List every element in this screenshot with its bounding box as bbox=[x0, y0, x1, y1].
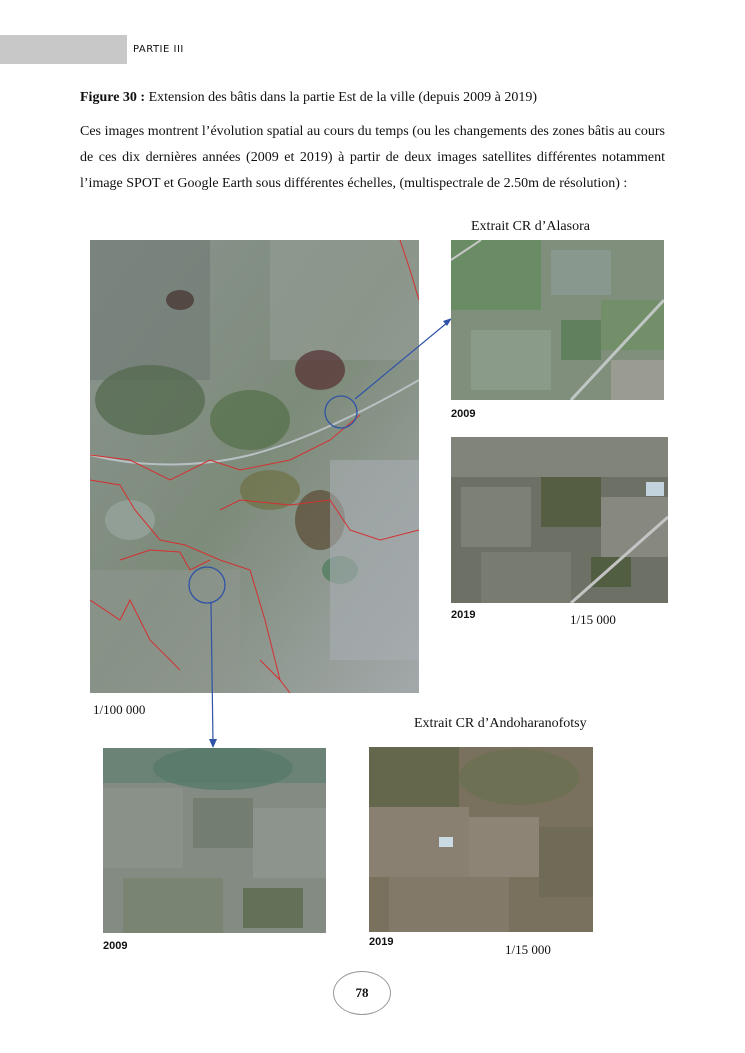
figure-number: Figure 30 : bbox=[80, 90, 146, 105]
body-paragraph: Ces images montrent l’évolution spatial au cours du temps (ou les changements des zones bâtis au cours de ces dix dernières années (2009 et 2019) à partir de deux images satellites différentes notamment l’image SPOT et Google Earth sous différentes échelles, (multispectrale de 2.50m de résolution) : bbox=[80, 124, 665, 191]
page-number: 78 bbox=[333, 971, 391, 1015]
alasora-2009-image bbox=[451, 240, 664, 400]
extract-alasora-label: Extrait CR d’Alasora bbox=[471, 219, 590, 234]
scale-label-main: 1/100 000 bbox=[93, 702, 146, 717]
year-label: 2009 bbox=[103, 940, 128, 952]
extract-andoharanofotsy-label: Extrait CR d’Andoharanofotsy bbox=[414, 716, 587, 731]
figure-title-text: Extension des bâtis dans la partie Est de la ville (depuis 2009 à 2019) bbox=[148, 90, 537, 105]
scale-label-alasora: 1/15 000 bbox=[570, 612, 616, 627]
year-label: 2019 bbox=[369, 936, 394, 948]
year-label: 2009 bbox=[451, 408, 476, 420]
andoharanofotsy-2009-image bbox=[103, 748, 326, 933]
scale-label-andohara: 1/15 000 bbox=[505, 942, 551, 957]
alasora-2019-image bbox=[451, 437, 668, 603]
year-label: 2019 bbox=[451, 609, 476, 621]
section-label: PARTIE III bbox=[133, 44, 184, 55]
andoharanofotsy-2019-image bbox=[369, 747, 593, 932]
